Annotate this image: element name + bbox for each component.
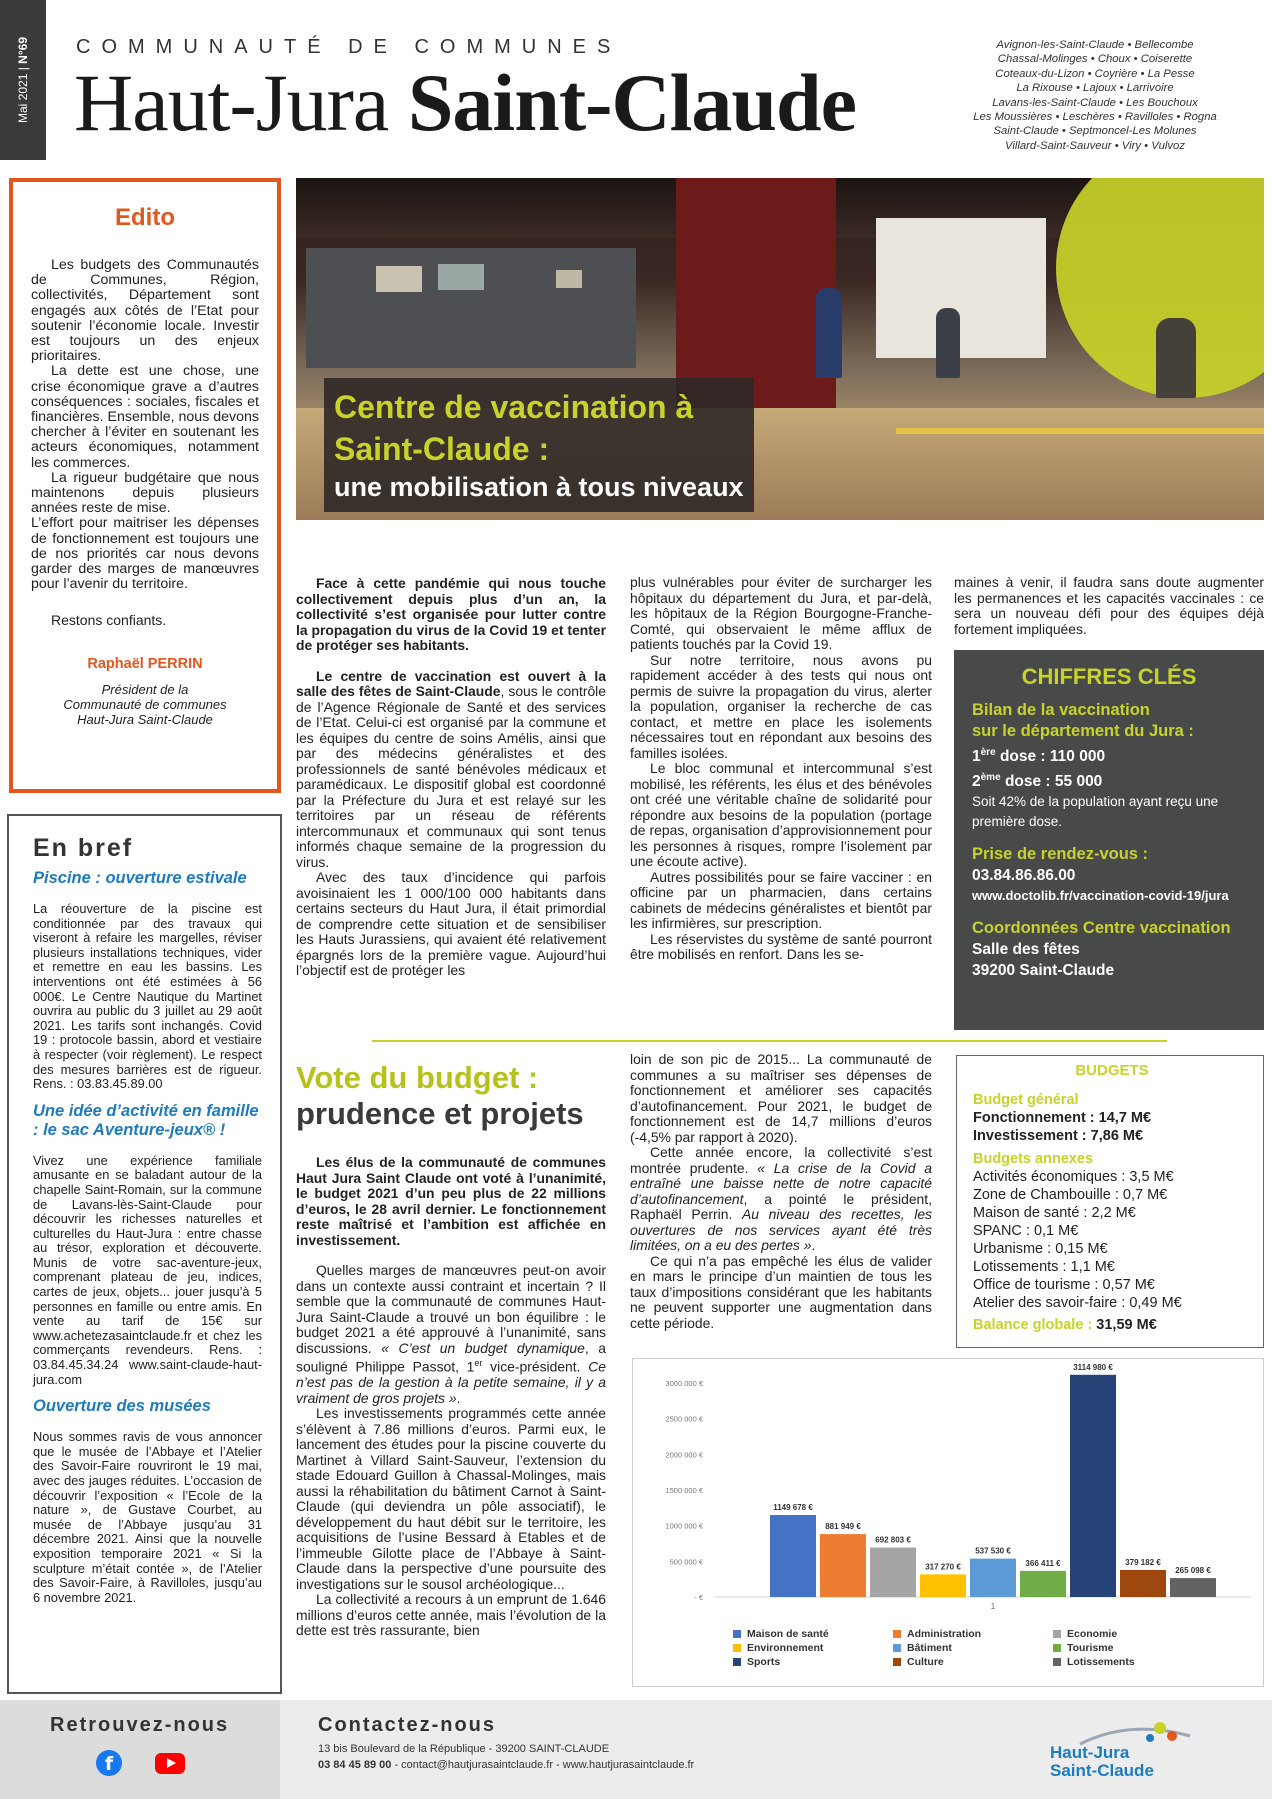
chart-bar: [1170, 1578, 1216, 1597]
budget-column-1: [296, 1155, 606, 1639]
article-paragraph: La collectivité a recours à un emprunt de 1.646 millions d’euros cette année, mais l’évolution de la dette est très rassurante, bien: [296, 1591, 606, 1639]
dose-number: 1: [972, 748, 981, 766]
appointment-phone[interactable]: 03.84.86.86.00: [972, 867, 1076, 885]
annex-budget-line: Maison de santé : 2,2 M€: [973, 1205, 1136, 1221]
bref-item-text: La réouverture de la piscine est conditionnée par des travaux qui viseront à refaire les margelles, réviser plusieurs installations techniques, vider et remettre en eau les bassins. Les interventions ont été estimées à 56 000€. Le Centre Nautique du Martinet ouvrira au public du 3 juillet au 29 août 2021. Les tarifs sont inchangés. Covid 19 : protocole bassin, abord et vestiaire à respecter (voir règlement). Le respect des mesures barrières est de rigueur. Rens. : 03.83.45.89.00: [33, 901, 262, 1092]
contact-phone[interactable]: 03 84 45 89 00: [318, 1759, 392, 1771]
legend-entry: [893, 1656, 1053, 1668]
legend-swatch: [733, 1658, 741, 1666]
article-lead: Les élus de la communauté de communes Haut Jura Saint Claude ont voté à l’unanimité, le budget 2021 d’un peu plus de 22 millions d’euros, le 28 avril dernier. Le fonctionnement reste maîtrisé et l’ambition est affichée en investissement.: [296, 1154, 606, 1248]
communes-list: [940, 38, 1250, 153]
legend-swatch: [893, 1658, 901, 1666]
paragraph-text: , sous le contrôle de l’Agence Régionale de Santé et des services de l’Etat. Celui-ci est organisé par la commune et les équipes du centre de soins Amélis, ainsi que par des médecins généralistes et des professionnels de santé bénévoles médicaux et paramédicaux. Le dispositif global est coordonné par la Préfecture du Jura et est relayé sur les territoires par un réseau de référents intercommunaux et communaux qui sont tenus informés chaque semaine de la progression du virus.: [296, 683, 606, 870]
dose-ordinal: ère: [980, 747, 996, 758]
quote: Ce n’est pas de la gestion à la petite semaine, il y a vraiment de gros projets »: [296, 1358, 606, 1406]
appointment-heading: Prise de rendez-vous :: [972, 845, 1149, 864]
photo-person: [1156, 318, 1196, 398]
bar-data-label: 317 270 €: [925, 1562, 961, 1572]
issue-strip: [0, 0, 46, 160]
legend-swatch: [893, 1630, 901, 1638]
commune-line: Villard-Saint-Sauveur • Viry • Vulvoz: [1005, 139, 1185, 152]
y-tick-label: 1000 000 €: [665, 1521, 703, 1531]
role-line: Haut-Jura Saint-Claude: [77, 712, 213, 728]
legend-swatch: [893, 1644, 901, 1652]
edito-body: [31, 258, 259, 592]
chart-bar: [920, 1574, 966, 1597]
center-city: 39200 Saint-Claude: [972, 962, 1115, 980]
bar-data-label: 3114 980 €: [1073, 1362, 1113, 1372]
investment-chart: [632, 1358, 1264, 1687]
article-paragraph: [630, 1145, 932, 1254]
edito-paragraph: La dette est une chose, une crise économique grave a d’autres conséquences : sociales, fiscales et financières. Ensemble, nous devons chercher à l’éviter en soutenant les acteurs économiques, notamment les commerces.: [31, 363, 259, 471]
second-dose-figure: [972, 767, 1246, 792]
legend-entry: [733, 1656, 893, 1668]
key-figures-title: CHIFFRES CLÉS: [1021, 664, 1197, 689]
quote: « La crise de la Covid a entraîné une baisse nette de notre capacité d’autofinancement: [630, 1159, 932, 1207]
article-lead: Face à cette pandémie qui nous touche collectivement depuis plus d’un an, la collectivité s’est organisée pour lutter contre la propagation du virus de la Covid 19 et tenter de protéger ses habitants.: [296, 575, 606, 653]
article-paragraph: Ce qui n’a pas empêché les élus de valider en mars le principe d’un maintien de tous les taux d’impositions considérant que les habitants ne peuvent supporter une augmentation dans cette période.: [630, 1252, 932, 1331]
legend-entry: [893, 1628, 1053, 1640]
hero-subtitle: une mobilisation à tous niveaux: [334, 472, 744, 502]
commune-line: Chassal-Molinges • Choux • Coiserette: [997, 53, 1193, 66]
operating-budget: [973, 1109, 1251, 1127]
paragraph-text: vice-président.: [482, 1358, 589, 1375]
masthead-title-light: Haut-Jura: [74, 57, 408, 148]
legend-entry: [733, 1628, 893, 1640]
quote: « C’est un budget dynamique: [381, 1339, 585, 1356]
bar-data-label: 366 411 €: [1025, 1558, 1061, 1568]
x-tick-label: 1: [990, 1602, 996, 1611]
legend-label: Lotissements: [1067, 1656, 1135, 1668]
bref-item-text: Vivez une expérience familiale amusante en se baladant autour de la chapelle Saint-Romain, sur la commune de Lavans-lès-Saint-Claude pour découvrir les richesses naturelles et culturelles du Haut-Jura : entre chasse au trésor, exploration et découverte. Munis de votre sac-aventure-jeux, comprenant plateau de jeu, indices, cartes de jeux, objets... jouer jusqu’à 5 personnes en famille ou entre amis. En vente au tarif de 15€ sur www.achetezasaintclaude.fr et chez les commerçants revendeurs. Rens. : 03.84.45.34.24 www.saint-claude-haut-jura.com: [33, 1152, 262, 1387]
commune-line: Lavans-les-Saint-Claude • Les Bouchoux: [992, 96, 1198, 109]
budgets-title: BUDGETS: [1075, 1062, 1149, 1079]
legend-label: Tourisme: [1067, 1642, 1114, 1654]
chart-bar: [970, 1559, 1016, 1597]
chart-bar: [1070, 1375, 1116, 1597]
follow-title: Retrouvez-nous: [50, 1714, 230, 1736]
paragraph-text: .: [456, 1389, 461, 1406]
legend-swatch: [733, 1644, 741, 1652]
hero-photo: [296, 178, 1264, 520]
appointment-url[interactable]: www.doctolib.fr/vaccination-covid-19/jura: [972, 888, 1229, 904]
section-divider: [372, 1040, 1167, 1042]
edito-sign-off: Restons confiants.: [51, 612, 167, 629]
quote: Au niveau des recettes, les ouvertures de nos services ayant été très limitées, on a eu des pertes »: [630, 1206, 932, 1253]
legend-entry: [733, 1642, 893, 1654]
hero-title-line: Centre de vaccination à: [334, 389, 694, 425]
edito-paragraph: La rigueur budgétaire que nous maintenons depuis plusieurs années reste de mise.: [31, 469, 259, 517]
budget-headline-line2: prudence et projets: [296, 1096, 584, 1131]
facebook-icon[interactable]: f: [96, 1750, 122, 1776]
dose-ordinal: ème: [980, 772, 1001, 784]
legend-label: Culture: [907, 1656, 944, 1668]
youtube-icon[interactable]: [155, 1753, 185, 1774]
contact-address: 13 bis Boulevard de la République - 39200 SAINT-CLAUDE: [318, 1743, 610, 1755]
edito-paragraph: Les budgets des Communautés de Communes, Région, collectivités, Département sont engagés aux côtés de l’Etat pour soutenir l’économie locale. Investir est toujours un des enjeux prioritaires.: [31, 257, 259, 365]
vaccination-note: Soit 42% de la population ayant reçu une première dose.: [972, 794, 1219, 830]
photo-person: [816, 288, 842, 378]
logo-line: Haut-Jura: [1050, 1743, 1130, 1762]
masthead-kicker: COMMUNAUTÉ DE COMMUNES: [76, 36, 622, 58]
paragraph-bold: Le centre de vaccination est ouvert à la salle des fêtes de Saint-Claude: [296, 667, 606, 699]
photo-railing: [896, 428, 1264, 458]
chart-legend: [733, 1628, 1253, 1668]
role-line: Communauté de communes: [63, 697, 227, 713]
photo-frame: [438, 264, 484, 290]
en-bref-title: En bref: [33, 834, 134, 862]
legend-label: Economie: [1067, 1628, 1118, 1640]
bar-data-label: 537 530 €: [975, 1546, 1011, 1556]
legend-entry: [1053, 1628, 1213, 1640]
contact-line: [318, 1759, 694, 1771]
legend-label: Administration: [907, 1628, 982, 1640]
budgets-box: [956, 1055, 1264, 1348]
paragraph-text: Cette année encore, la collectivité s’est montrée prudente.: [630, 1144, 932, 1176]
article-paragraph: Les investissements programmés cette année s’élèvent à 7.86 millions d’euros. Parmi eux, le lancement des études pour la piscine couverte du Martinet à Villard Saint-Sauveur, l’extension du stade Edouard Guillon à Chassal-Molinges, mais aussi la réhabilitation du bâtiment Carnot à Saint-Claude (qui deviendra un pôle associatif), le développement du haut débit sur le territoire, les acquisitions de l’usine Bessard à Etables et de l’immeuble Gilotte place de l’Abbaye à Saint-Claude dans la perspective d’une poursuite des investigations sur le sousol archéologique...: [296, 1405, 606, 1592]
chart-bar: [1020, 1571, 1066, 1597]
legend-swatch: [1053, 1630, 1061, 1638]
issue-number: N°69: [16, 37, 30, 64]
edito-title: Edito: [115, 204, 175, 231]
legend-label: Bâtiment: [907, 1642, 952, 1654]
bref-item-title: Ouverture des musées: [33, 1397, 211, 1416]
paragraph-text: .: [811, 1237, 816, 1253]
commune-line: Coteaux-du-Lizon • Coyrière • La Pesse: [995, 67, 1195, 80]
bref-item-text: Nous sommes ravis de vous annoncer que le musée de l’Abbaye et l’Atelier des Savoir-Faire rouvriront le 19 mai, avec des jauges réduites. L’occasion de découvrir l’exposition « l’Ecole de la nature », de Gustave Courbet, au musée de l’Abbaye jusqu’au 31 décembre 2021. Ainsi que la nouvelle exposition temporaire 2021 « Si la sculpture m’était contée », de l’Atelier des Savoir-Faire, à Ravilloles, jusqu’au 6 novembre 2021.: [33, 1429, 262, 1605]
annex-budget-line: Activités économiques : 3,5 M€: [973, 1169, 1174, 1185]
center-place: Salle des fêtes: [972, 941, 1080, 959]
article-paragraph: Autres possibilités pour se faire vacciner : en officine par un pharmacien, dans certains cabinets de médecins généralistes et bientôt par les infirmières, sur prescription.: [630, 868, 932, 931]
y-tick-label: 2500 000 €: [665, 1414, 703, 1424]
article-paragraph: plus vulnérables pour éviter de surcharger les hôpitaux du département du Jura, et par-delà, les hôpitaux de la Région Bourgogne-Franche-Comté, qui observaient le même afflux de patients touchés par la Covid 19.: [630, 574, 932, 652]
masthead-title: [74, 58, 856, 148]
edito-box: [9, 178, 281, 793]
legend-entry: [893, 1642, 1053, 1654]
global-balance-value: 31,59 M€: [1096, 1317, 1157, 1333]
legend-entry: [1053, 1656, 1213, 1668]
article-paragraph: Le bloc communal et intercommunal s’est mobilisé, les référents, les élus et des bénévoles ont créé une véritable chaîne de solidarité pour répondre aux besoins de la population (portage de repas, organisation d’approvisionnement pour les personnes à risques, rompre l’isolement par une écoute active).: [630, 760, 932, 869]
y-tick-label: - €: [694, 1593, 703, 1602]
role-line: Président de la: [101, 682, 189, 698]
annex-budget-line: SPANC : 0,1 M€: [973, 1223, 1079, 1239]
first-dose-figure: [972, 742, 1246, 767]
spacer: [972, 832, 1246, 844]
ordinal: er: [474, 1358, 483, 1368]
y-tick-label: 3000 000 €: [665, 1379, 703, 1388]
article-paragraph: Avec des taux d’incidence qui parfois avoisinaient les 1 000/100 000 habitants dans certains secteurs du Haut Jura, il était primordial de comprendre cette situation et de sensibiliser les Hauts Jurassiens, qui avaient été relativement épargnés lors de la première vague. Aujourd’hui l’objectif est de protéger les: [296, 869, 606, 978]
annex-budget-line: Atelier des savoir-faire : 0,49 M€: [973, 1295, 1182, 1311]
legend-label: Environnement: [747, 1642, 824, 1654]
chart-bar: [770, 1515, 816, 1597]
legend-label: Maison de santé: [747, 1628, 829, 1640]
hero-title-line: Saint-Claude :: [334, 431, 550, 467]
hero-caption: [324, 378, 754, 512]
budget-headline-line1: Vote du budget :: [296, 1060, 539, 1095]
issue-date: Mai 2021: [16, 73, 30, 123]
legend-swatch: [1053, 1644, 1061, 1652]
key-figures-box: [954, 650, 1264, 1030]
photo-white-wall: [876, 218, 1046, 358]
chart-bar: [820, 1534, 866, 1597]
key-figures-heading: Bilan de la vaccination: [972, 701, 1150, 719]
photo-frame: [556, 270, 582, 288]
logo-line: Saint-Claude: [1050, 1761, 1154, 1780]
vaccination-column-2: [630, 575, 932, 963]
article-paragraph: maines à venir, il faudra sans doute augmenter les permanences et les capacités vaccinales : ce sera un nouveau défi pour des équipes déjà fortement impliquées.: [954, 574, 1264, 637]
article-paragraph: loin de son pic de 2015... La communauté de communes a su maîtriser ses dépenses de fonctionnement et améliorer ses capacités d’autofinancement. Pour 2021, le budget de fonctionnement est de 14,7 millions d’euros (-4,5% par rapport à 2020).: [630, 1051, 932, 1145]
masthead-title-bold: Saint-Claude: [407, 57, 857, 148]
commune-line: Avignon-les-Saint-Claude • Bellecombe: [996, 39, 1194, 51]
y-tick-label: 2000 000 €: [665, 1450, 703, 1460]
commune-line: Les Moussières • Leschères • Ravilloles • Rogna: [973, 111, 1217, 124]
spacer: [972, 906, 1246, 918]
annex-budgets-heading: Budgets annexes: [973, 1151, 1094, 1167]
photo-curtain: [676, 178, 836, 408]
footer-social: [0, 1700, 280, 1799]
budget-headline: [296, 1060, 584, 1132]
commune-line: La Rixouse • Lajoux • Larrivoire: [1016, 82, 1174, 95]
annex-budget-line: Zone de Chambouille : 0,7 M€: [973, 1187, 1168, 1203]
annex-budget-line: Office de tourisme : 0,57 M€: [973, 1277, 1155, 1293]
article-paragraph: [296, 1263, 606, 1406]
y-tick-label: 500 000 €: [669, 1557, 703, 1567]
photo-frame: [376, 266, 422, 292]
edito-paragraph: L’effort pour maitriser les dépenses de fonctionnement est toujours une de nos priorités car nous devons garder des marges de manœuvres pour l’avenir du territoire.: [31, 515, 259, 593]
hero-title: [334, 386, 744, 470]
bref-item-title: Piscine : ouverture estivale: [33, 869, 247, 887]
general-budget-heading: Budget général: [973, 1092, 1079, 1108]
legend-label: Sports: [747, 1656, 781, 1668]
bar-data-label: 379 182 €: [1125, 1557, 1161, 1567]
bar-data-label: 881 949 €: [825, 1522, 861, 1532]
article-paragraph: Sur notre territoire, nous avons pu rapidement accéder à des tests qui nous ont permis de suivre la propagation du virus, alerter la population, organiser la recherche de cas contact, et mettre en place les isolements nécessaires tout en répondant aux besoins des familles isolées.: [630, 651, 932, 761]
bar-data-label: 265 098 €: [1175, 1566, 1211, 1576]
dose-text: dose : 110 000: [995, 748, 1106, 766]
article-paragraph: [296, 669, 606, 871]
budget-column-2: [630, 1052, 932, 1331]
paragraph-text: , a pointé le président, Raphaël Perrin.: [630, 1190, 932, 1222]
annex-budget-line: Urbanisme : 0,15 M€: [973, 1241, 1108, 1257]
bar-data-label: 692 803 €: [875, 1535, 911, 1545]
y-tick-label: 1500 000 €: [665, 1486, 703, 1495]
annex-budget-line: Lotissements : 1,1 M€: [973, 1259, 1115, 1275]
key-figures-heading: sur le département du Jura :: [972, 722, 1194, 740]
photo-person: [936, 308, 960, 378]
vaccination-column-1: [296, 576, 606, 979]
paragraph-text: Quelles marges de manœuvres peut-on avoir dans un contexte aussi contraint et incertain ? Il semble que la communauté de communes Haut-Jura Saint-Claude a trouvé un bon équilibre : le budget 2021 a été approuvé à l’unanimité, sans discussions.: [296, 1262, 606, 1356]
contact-title: Contactez-nous: [318, 1714, 496, 1736]
center-heading: Coordonnées Centre vaccination: [972, 919, 1231, 938]
article-paragraph: Les réservistes du système de santé pourront être mobilisés en renfort. Dans les se-: [630, 930, 932, 962]
legend-entry: [1053, 1642, 1213, 1654]
paragraph-text: , a souligné Philippe Passot, 1: [296, 1339, 606, 1375]
issue-label: [16, 37, 30, 123]
global-balance-label: Balance globale :: [973, 1317, 1097, 1333]
dose-text: dose : 55 000: [1000, 773, 1103, 791]
investment-budget-label: Investissement : 7,86 M€: [973, 1128, 1144, 1144]
footer: [0, 1700, 1272, 1799]
en-bref-box: [7, 814, 282, 1694]
vaccination-column-3: [954, 575, 1264, 637]
legend-swatch: [1053, 1658, 1061, 1666]
contact-email-web[interactable]: - contact@hautjurasaintclaude.fr - www.hautjurasaintclaude.fr: [391, 1759, 695, 1771]
legend-swatch: [733, 1630, 741, 1638]
bref-item-title: Une idée d’activité en famille : le sac Aventure-jeux® !: [33, 1101, 259, 1139]
investment-budget: [973, 1127, 1251, 1145]
global-balance: [973, 1317, 1251, 1333]
edito-author: Raphaël PERRIN: [87, 656, 203, 673]
chart-bar: [1120, 1570, 1166, 1597]
operating-budget-label: Fonctionnement : 14,7 M€: [973, 1110, 1152, 1126]
dose-number: 2: [972, 773, 981, 791]
commune-line: Saint-Claude • Septmoncel-Les Molunes: [993, 125, 1197, 138]
issue-separator: |: [16, 63, 30, 74]
bar-data-label: 1149 678 €: [773, 1502, 813, 1512]
edito-author-role: [31, 682, 259, 727]
chart-bar: [870, 1548, 916, 1597]
community-logo: [1040, 1714, 1220, 1786]
